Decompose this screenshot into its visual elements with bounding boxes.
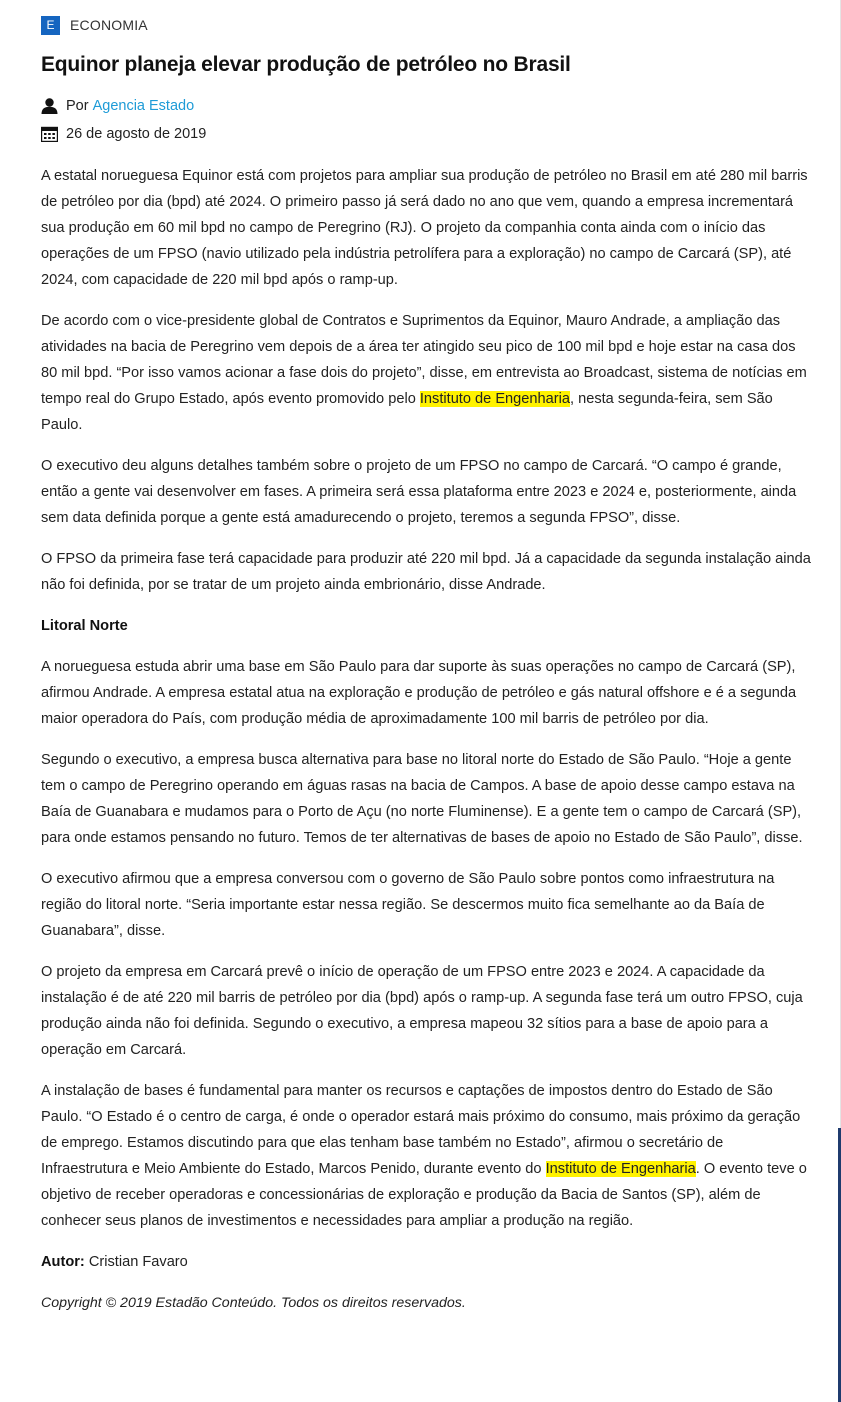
- author-credit: [41, 1249, 811, 1275]
- author-link[interactable]: Agencia Estado: [92, 98, 195, 114]
- paragraph: O executivo deu alguns detalhes também sobre o projeto de um FPSO no campo de Carcará. “O campo é grande, então a gente vai desenvolver em fases. A primeira será essa plataforma entre 2023 e 2024 e, posteriormente, ainda sem data definida porque a gente está amadurecendo o projeto, teremos a segunda FPSO”, disse.: [41, 458, 797, 526]
- paragraph: O FPSO da primeira fase terá capacidade para produzir até 220 mil bpd. Já a capacidade da segunda instalação ainda não foi definida, por se tratar de um projeto ainda embrionário, disse Andrade.: [41, 551, 811, 593]
- category-label: ECONOMIA: [70, 17, 148, 33]
- paragraph: [41, 1078, 811, 1234]
- calendar-icon: [41, 126, 58, 142]
- category-tag[interactable]: [41, 15, 148, 35]
- paragraph: Segundo o executivo, a empresa busca alternativa para base no litoral norte do Estado de São Paulo. “Hoje a gente tem o campo de Peregrino operando em águas rasas na bacia de Campos. A base de apoio desse campo estava na Baía de Guanabara e mudamos para o Porto de Açu (no norte Fluminense). E a gente tem o campo de Carcará (SP), para onde estamos pensando no futuro. Temos de ter alternativas de bases de apoio no Estado de São Paulo”, disse.: [41, 752, 803, 846]
- author-prefix: Por: [66, 98, 89, 114]
- paragraph-text: A instalação de bases é fundamental para manter os recursos e captações de impostos dentro do Estado de São Paulo. “O Estado é o centro de carga, é onde o operador estará mais próximo do consumo, mais próximo da geração de emprego. Estamos discutindo para que elas tenham base também no Estado”, afirmou o secretário de Infraestrutura e Meio Ambiente do Estado, Marcos Penido, durante evento do: [41, 1083, 801, 1177]
- copyright: Copyright © 2019 Estadão Conteúdo. Todos os direitos reservados.: [41, 1295, 466, 1311]
- paragraph: O projeto da empresa em Carcará prevê o início de operação de um FPSO entre 2023 e 2024. A capacidade da instalação é de até 220 mil barris de petróleo por dia (bpd) após o ramp-up. A segunda fase terá um outro FPSO, cuja produção ainda não foi definida. Segundo o executivo, a empresa mapeou 32 sítios para a base de apoio para a operação em Carcará.: [41, 964, 803, 1058]
- paragraph: O executivo afirmou que a empresa conversou com o governo de São Paulo sobre pontos como infraestrutura na região do litoral norte. “Seria importante estar nessa região. Se descermos muito fica semelhante ao da Baía de Guanabara”, disse.: [41, 871, 775, 939]
- article-author: [41, 96, 194, 116]
- section-subheading: Litoral Norte: [41, 618, 128, 634]
- paragraph-text: , nesta segunda-feira, sem São Paulo.: [41, 391, 773, 433]
- author-label: Autor:: [41, 1254, 85, 1270]
- paragraph-text: . O evento teve o objetivo de receber operadoras e concessionárias de exploração e produção da Bacia de Santos (SP), além de conhecer seus planos de investimentos e necessidades para ampliar a produção na região.: [41, 1161, 807, 1229]
- article-body: [41, 163, 811, 1331]
- highlight-link[interactable]: Instituto de Engenharia: [419, 391, 570, 407]
- article-title: Equinor planeja elevar produção de petróleo no Brasil: [41, 53, 571, 76]
- category-badge: E: [41, 16, 60, 35]
- date-text: 26 de agosto de 2019: [66, 126, 207, 142]
- paragraph: A norueguesa estuda abrir uma base em São Paulo para dar suporte às suas operações no campo de Carcará (SP), afirmou Andrade. A empresa estatal atua na exploração e produção de petróleo e gás natural offshore e é a segunda maior operadora do País, com produção média de aproximadamente 100 mil barris de petróleo por dia.: [41, 659, 797, 727]
- user-icon: [41, 98, 58, 114]
- paragraph-text: De acordo com o vice-presidente global de Contratos e Suprimentos da Equinor, Mauro Andrade, a ampliação das atividades na bacia de Peregrino vem depois de a área ter atingido seu pico de 100 mil bpd e hoje estar na casa dos 80 mil bpd. “Por isso vamos acionar a fase dois do projeto”, disse, em entrevista ao Broadcast, sistema de notícias em tempo real do Grupo Estado, após evento promovido pelo: [41, 313, 807, 407]
- paragraph: [41, 308, 811, 438]
- author-credit-name: Cristian Favaro: [88, 1254, 188, 1270]
- paragraph: A estatal norueguesa Equinor está com projetos para ampliar sua produção de petróleo no Brasil em até 280 mil barris de petróleo por dia (bpd) até 2024. O primeiro passo já será dado no ano que vem, quando a empresa incrementará sua produção em 60 mil bpd no campo de Peregrino (RJ). O projeto da companhia conta ainda com o início das operações de um FPSO (navio utilizado pela indústria petrolífera para a exploração) no campo de Carcará (SP), até 2024, com capacidade de 220 mil bpd após o ramp-up.: [41, 168, 808, 288]
- highlight-link[interactable]: Instituto de Engenharia: [545, 1161, 696, 1177]
- article-date: [41, 124, 206, 144]
